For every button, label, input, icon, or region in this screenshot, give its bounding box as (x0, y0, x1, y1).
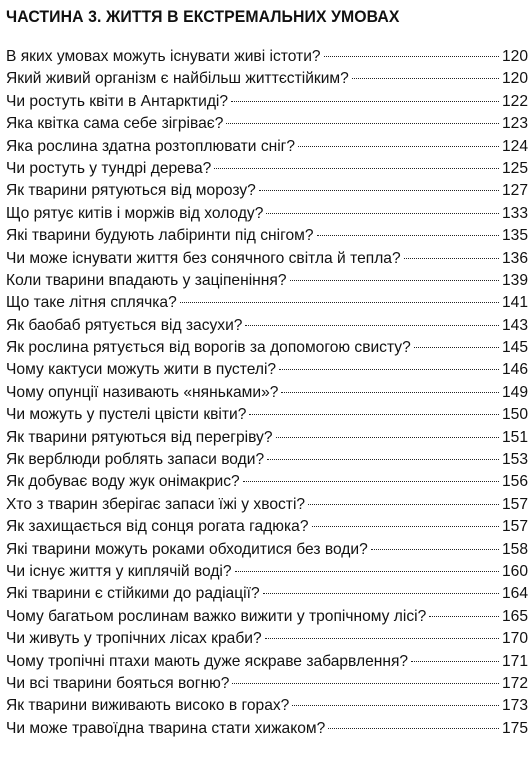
toc-entry (6, 359, 528, 381)
toc-entry-title: Яка рослина здатна розтоплювати сніг? (6, 137, 296, 155)
dot-leader (243, 481, 499, 482)
toc-entry-title: Чи ростуть у тундрі дерева? (6, 159, 212, 177)
toc-entry-page-number: 127 (501, 182, 528, 200)
dot-leader (259, 190, 499, 191)
toc-entry-page-number: 158 (501, 540, 528, 558)
dot-leader (276, 437, 499, 438)
toc-entry-title: Чи можуть у пустелі цвісти квіти? (6, 406, 247, 424)
dot-leader (371, 549, 499, 550)
toc-entry (6, 46, 528, 68)
dot-leader (292, 705, 499, 706)
toc-entry (6, 718, 528, 740)
dot-leader (308, 504, 499, 505)
dot-leader (245, 325, 498, 326)
toc-entry-page-number: 120 (501, 70, 528, 88)
toc-entry (6, 404, 528, 426)
dot-leader (235, 571, 499, 572)
dot-leader (266, 213, 499, 214)
toc-entry-page-number: 136 (501, 249, 528, 267)
toc-entry (6, 673, 528, 695)
toc-entry-title: Які тварини можуть роками обходитися без води? (6, 540, 368, 558)
dot-leader (328, 728, 499, 729)
dot-leader (279, 369, 499, 370)
dot-leader (414, 347, 499, 348)
toc-entry-title: Чому багатьом рослинам важко вижити у тропічному лісі? (6, 607, 427, 625)
dot-leader (290, 280, 499, 281)
toc-entry-title: Який живий організм є найбільш життєстійким? (6, 70, 349, 88)
toc-entry-page-number: 165 (501, 607, 528, 625)
toc-entry-title: Як захищається від сонця рогата гадюка? (6, 518, 309, 536)
toc-entry-page-number: 120 (501, 48, 528, 65)
dot-leader (231, 101, 499, 102)
dot-leader (411, 661, 499, 662)
toc-entry (6, 91, 528, 113)
toc-entry-page-number: 160 (501, 562, 528, 580)
toc-entry-page-number: 146 (501, 361, 528, 379)
toc-entry (6, 427, 528, 449)
toc-entry-title: Чи всі тварини бояться вогню? (6, 674, 230, 692)
dot-leader (352, 78, 499, 79)
toc-entry-page-number: 124 (501, 137, 528, 155)
toc-entry-title: Як тварини рятуються від перегріву? (6, 428, 273, 446)
dot-leader (214, 168, 499, 169)
toc-entry (6, 583, 528, 605)
toc-entry-page-number: 135 (501, 227, 528, 245)
toc-entry (6, 292, 528, 314)
toc-entry-page-number: 125 (501, 159, 528, 177)
toc-entry-page-number: 157 (501, 518, 528, 536)
dot-leader (429, 616, 499, 617)
part-title: ЧАСТИНА 3. ЖИТТЯ В ЕКСТРЕМАЛЬНИХ УМОВАХ (6, 7, 400, 26)
toc-entry-page-number: 153 (501, 451, 528, 469)
toc-entry (6, 471, 528, 493)
toc-entry (6, 516, 528, 538)
dot-leader (317, 235, 499, 236)
toc-entry-title: Як верблюди роблять запаси води? (6, 451, 265, 469)
toc-entry-page-number: 171 (501, 652, 528, 670)
toc-entry-page-number: 123 (501, 115, 528, 133)
table-of-contents (6, 46, 528, 740)
toc-entry-title: Які тварини є стійкими до радіації? (6, 585, 260, 603)
dot-leader (281, 392, 499, 393)
dot-leader (324, 56, 499, 57)
dot-leader (263, 593, 499, 594)
toc-entry (6, 337, 528, 359)
dot-leader (404, 258, 499, 259)
toc-entry (6, 494, 528, 516)
toc-entry (6, 203, 528, 225)
toc-entry-title: Які тварини будують лабіринти під снігом? (6, 227, 314, 245)
toc-entry (6, 628, 528, 650)
toc-page (6, 6, 528, 740)
toc-entry (6, 225, 528, 247)
toc-entry-title: Чи живуть у тропічних лісах краби? (6, 630, 262, 648)
toc-entry (6, 68, 528, 90)
toc-entry-title: Як добуває воду жук онімакрис? (6, 473, 240, 491)
toc-entry (6, 695, 528, 717)
toc-entry (6, 606, 528, 628)
toc-entry (6, 651, 528, 673)
toc-entry-page-number: 173 (501, 697, 528, 715)
toc-entry-title: Як тварини рятуються від морозу? (6, 182, 256, 200)
toc-entry-page-number: 164 (501, 585, 528, 603)
toc-entry-title: Що таке літня сплячка? (6, 294, 177, 312)
toc-entry-title: Що рятує китів і моржів від холоду? (6, 204, 264, 222)
toc-entry-title: В яких умовах можуть існувати живі істоти? (6, 48, 321, 65)
toc-entry-title: Чому опунції називають «няньками»? (6, 383, 279, 401)
toc-entry (6, 113, 528, 135)
toc-entry-title: Коли тварини впадають у заціпеніння? (6, 271, 287, 289)
dot-leader (249, 414, 499, 415)
toc-entry-title: Як рослина рятується від ворогів за допомогою свисту? (6, 339, 411, 357)
toc-entry-page-number: 133 (501, 204, 528, 222)
dot-leader (267, 459, 499, 460)
toc-entry-title: Чому кактуси можуть жити в пустелі? (6, 361, 277, 379)
toc-entry-title: Чи ростуть квіти в Антарктиді? (6, 92, 229, 110)
toc-entry-page-number: 145 (501, 339, 528, 357)
toc-entry (6, 248, 528, 270)
toc-entry-title: Яка квітка сама себе зігріває? (6, 115, 224, 133)
dot-leader (232, 683, 499, 684)
toc-entry-page-number: 139 (501, 271, 528, 289)
toc-entry-title: Хто з тварин зберігає запаси їжі у хвості? (6, 495, 306, 513)
toc-entry-page-number: 141 (501, 294, 528, 312)
dot-leader (226, 123, 499, 124)
toc-entry (6, 180, 528, 202)
toc-entry-page-number: 149 (501, 383, 528, 401)
toc-entry-page-number: 157 (501, 495, 528, 513)
toc-entry (6, 539, 528, 561)
toc-entry-title: Чи існує життя у киплячій воді? (6, 562, 232, 580)
toc-entry (6, 136, 528, 158)
dot-leader (298, 146, 499, 147)
toc-entry-page-number: 151 (501, 428, 528, 446)
toc-entry-page-number: 170 (501, 630, 528, 648)
dot-leader (312, 526, 499, 527)
dot-leader (180, 302, 499, 303)
toc-entry-title: Чи може травоїдна тварина стати хижаком? (6, 719, 326, 737)
toc-entry (6, 270, 528, 292)
toc-entry-page-number: 122 (501, 92, 528, 110)
toc-entry-page-number: 156 (501, 473, 528, 491)
toc-entry-page-number: 175 (501, 719, 528, 737)
toc-entry-page-number: 150 (501, 406, 528, 424)
toc-entry-page-number: 172 (501, 674, 528, 692)
toc-entry-title: Чи може існувати життя без сонячного світла й тепла? (6, 249, 401, 267)
toc-entry (6, 315, 528, 337)
toc-entry-title: Чому тропічні птахи мають дуже яскраве забарвлення? (6, 652, 409, 670)
toc-entry-title: Як баобаб рятується від засухи? (6, 316, 243, 334)
toc-entry (6, 561, 528, 583)
toc-entry-title: Як тварини виживають високо в горах? (6, 697, 290, 715)
toc-entry-page-number: 143 (501, 316, 528, 334)
dot-leader (265, 638, 499, 639)
toc-entry (6, 158, 528, 180)
toc-entry (6, 382, 528, 404)
toc-entry (6, 449, 528, 471)
